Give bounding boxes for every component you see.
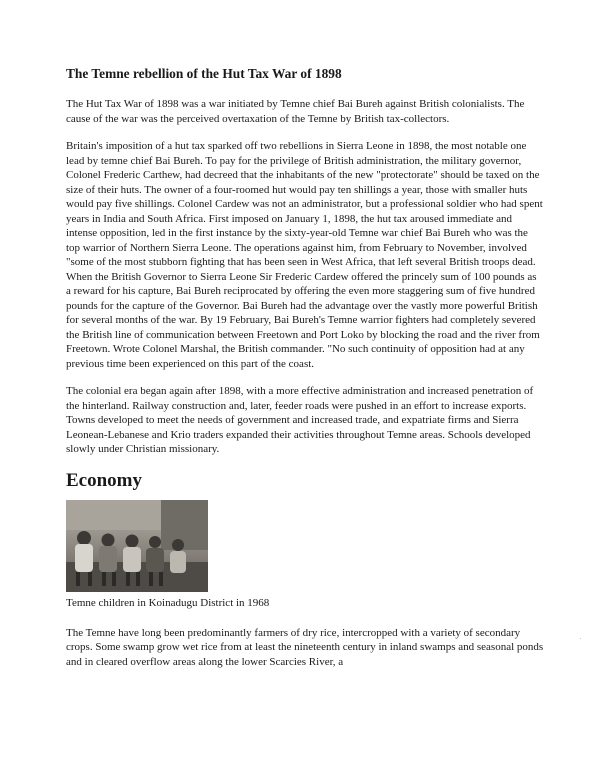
paragraph-colonial-era: The colonial era began again after 1898, with a more effective administration and increased penetration of the hinterland. Railway construction and, later, feeder roads were pushed in an effort to increase exports. Towns developed to meet the needs of government and increased trade, and expatriate firms and Sierra Leonean-Lebanese and Krio traders expanded their activities throughout Temne areas. Schools developed slowly under Christian missionary. (66, 385, 534, 455)
section-heading-economy: Economy (66, 469, 142, 491)
children-photo (66, 500, 208, 592)
document-content (66, 66, 544, 682)
paragraph-economy: The Temne have long been predominantly farmers of dry rice, intercropped with a variety of secondary crops. Some swamp grow wet rice from at least the nineteenth century in inland swamps and seasonal ponds and in cleared overflow areas along the lower Scarcies River, a (66, 626, 544, 668)
photo-caption: Temne children in Koinadugu District in 1968 (66, 596, 270, 609)
paragraph-hut-tax: Britain's imposition of a hut tax sparked off two rebellions in Sierra Leone in 1898, the most notable one lead by temne chief Bai Bureh. To pay for the privilege of British administration, the military governor, Colonel Frederic Carthew, had decreed that the inhabitants of the new "protectorate" should be taxed on the size of their huts. The owner of a four-roomed hut would pay ten shillings a year, those with smaller huts would pay five shillings. Colonel Cardew was not an administrator, but a professional soldier who had spent years in India and South Africa. First imposed on January 1, 1898, the hut tax aroused immediate and intense opposition, led in the first instance by the sixty-year-old Temne war chief Bai Bureh who was the top warrior of Northern Sierra Leone. The operations against him, from February to November, involved "some of the most stubborn fighting that has been seen in West Africa, that left several British troops dead. When the British Governor to Sierra Leone Sir Frederic Cardew offered the princely sum of 100 pounds as a reward for his capture, Bai Bureh reciprocated by offering the even more staggering sum of five hundred pounds for the capture of the Governor. Bai Bureh had the advantage over the vastly more powerful British for several months of the war. By 19 February, Bai Bureh's Temne warrior fighters had completely severed the British line of communication between Freetown and Port Loko by blocking the road and the river from Freetown. Wrote Colonel Marshal, the British commander. "No such continuity of opposition had at any previous time been experienced on this part of the coast. (66, 140, 543, 370)
scan-speck (580, 638, 581, 639)
section-heading-hut-tax-war: The Temne rebellion of the Hut Tax War of 1898 (66, 66, 342, 81)
paragraph-intro: The Hut Tax War of 1898 was a war initiated by Temne chief Bai Bureh against British colonialists. The cause of the war was the perceived overtaxation of the Temne by British tax-collectors. (66, 98, 525, 125)
photo-figure (66, 500, 544, 610)
